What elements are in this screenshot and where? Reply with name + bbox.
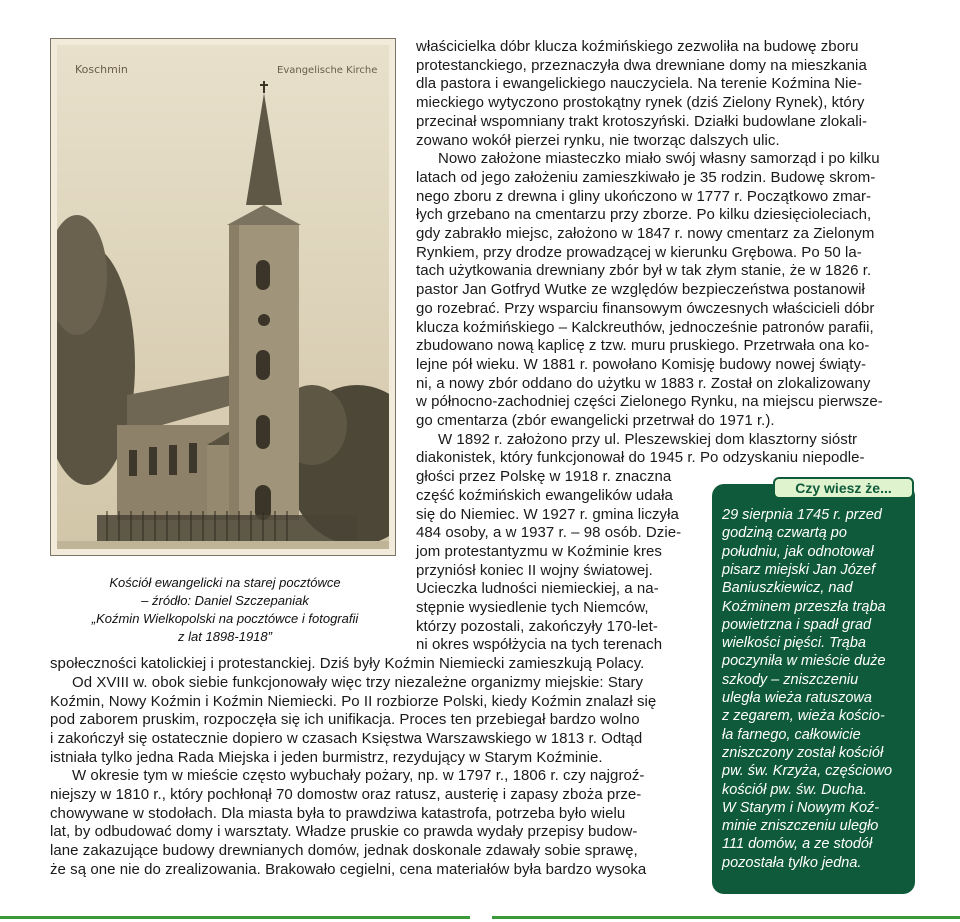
body-text-line: 484 osoby, a w 1937 r. – 98 osób. Dzie- xyxy=(416,524,682,542)
body-text-line: pastor Jan Gotfryd Wutke ze względów bezpieczeństwa postanowił xyxy=(416,281,865,299)
body-text-line: tach użytkowania drewniany zbór był w tak złym stanie, że w 1826 r. xyxy=(416,262,872,280)
body-text-line: głości przez Polskę w 1918 r. znaczna xyxy=(416,468,672,486)
body-text-line: łych grzebano na cmentarzu przy zborze. Po kilku dziesięcioleciach, xyxy=(416,206,872,224)
body-text-line: nego zboru z drewna i gliny ukończono w 1777 r. Początkowo zmar- xyxy=(416,187,872,205)
body-text-line: Rynkiem, przy drodze prowadzącej w kierunku Grębowa. Po 50 la- xyxy=(416,243,862,261)
body-text-line: dla pastora i ewangelickiego nauczyciela. Na terenie Koźmina Nie- xyxy=(416,75,862,93)
body-text-line: lane zakazujące budowy drewnianych domów, jednak doskonale zdawały sobie sprawę, xyxy=(50,842,638,860)
church-illustration xyxy=(57,45,389,549)
did-you-know-title: Czy wiesz że... xyxy=(773,477,914,499)
body-text-line: W 1892 r. założono przy ul. Pleszewskiej dom klasztorny sióstr xyxy=(438,430,858,448)
body-text-line: jom protestantyzmu w Koźminie kres xyxy=(416,542,662,560)
body-text-line: protestanckiego, przeznaczyła dwa drewniane domy na mieszkania xyxy=(416,56,867,74)
body-text-line: że są one nie do zrealizowania. Brakowało cegielni, cena materiałów była bardzo wysoka xyxy=(50,860,647,878)
did-you-know-line: zniszczony został kościół xyxy=(722,744,884,761)
body-text-line: go cmentarza (zbór ewangelicki przetrwał do 1971 r.). xyxy=(416,412,775,429)
body-text-line: istniała tylko jedna Rada Miejska i jeden burmistrz, rezydujący w Starym Koźminie. xyxy=(50,748,603,766)
did-you-know-line: Koźminem przeszła trąba xyxy=(722,598,886,615)
body-text-line: część koźmińskich ewangelików udała xyxy=(416,486,673,504)
postcard-picture xyxy=(57,45,389,549)
body-text-line: Koźmin, Nowy Koźmin i Koźmin Niemiecki. Po II rozbiorze Polski, kiedy Koźmin znalazł się xyxy=(50,692,657,710)
church-postcard-image xyxy=(50,38,396,556)
body-text-line: lat, by odbudować domy i warsztaty. Władze pruskie co prawda wydały przepisy budow- xyxy=(50,823,638,841)
body-text-line: W okresie tym w mieście często wybuchały pożary, np. w 1797 r., 1806 r. czy najgroź- xyxy=(72,767,645,785)
body-text-line: zowano wokół pierzei rynku, nie tworząc dalszych ulic. xyxy=(416,131,780,149)
body-text-line: społeczności katolickiej i protestanckiej. Dziś były Koźmin Niemiecki zamieszkują Polacy. xyxy=(50,655,645,673)
caption-line: „Koźmin Wielkopolski na pocztówce i fotografii xyxy=(91,611,359,626)
body-text-line: Ucieczka ludności niemieckiej, a na- xyxy=(416,580,659,598)
body-text-line: gdy zabrakło miejsc, założono w 1847 r. nowy cmentarz za Zielonym xyxy=(416,225,875,242)
did-you-know-line: pozostała tylko jedna. xyxy=(722,854,862,871)
body-text-line: właścicielka dóbr klucza koźmińskiego zezwoliła na budowę zboru xyxy=(416,38,859,55)
body-text-line: stępnie wysiedlenie tych Niemców, xyxy=(416,599,649,616)
did-you-know-line: Baniuszkiewicz, nad xyxy=(722,580,853,597)
body-text-line: Od XVIII w. obok siebie funkcjonowały więc trzy niezależne organizmy miejskie: Stary xyxy=(72,673,644,691)
body-text-line: przyniósł koniec II wojny światowej. xyxy=(416,561,653,579)
did-you-know-line: ła farnego, całkowicie xyxy=(722,726,861,743)
body-text-line: chowywane w stodołach. Dla miasta była to prawdziwa katastrofa, potrzeba było wielu xyxy=(50,804,626,822)
body-text-line: w północno-zachodniej części Zielonego Rynku, na miejscu pierwsze- xyxy=(416,393,883,411)
body-text-line: i zakończył się ostatecznie dopiero w czasach Księstwa Warszawskiego w 1813 r. Odtąd xyxy=(50,729,643,747)
body-text-line: Nowo założone miasteczko miało swój własny samorząd i po kilku xyxy=(438,150,880,168)
did-you-know-line: pw. św. Krzyża, częściowo xyxy=(722,763,893,780)
postcard-label-town: Koschmin xyxy=(75,63,128,76)
caption-line: z lat 1898-1918” xyxy=(178,629,272,644)
did-you-know-line: szkody – zniszczeniu xyxy=(722,671,859,688)
body-text-line: mieckiego wytyczono prostokątny rynek (dziś Zielony Rynek), który xyxy=(416,94,865,112)
did-you-know-line: 29 sierpnia 1745 r. przed xyxy=(722,507,882,523)
did-you-know-line: z zegarem, wieża kościo- xyxy=(722,708,885,725)
body-text-line: lejne pół wieku. W 1881 r. powołano Komisję budowy nowej świąty- xyxy=(416,355,867,373)
body-text-line: ni okres współżycia na tych terenach xyxy=(416,636,663,654)
body-text-line: ni, a nowy zbór oddano do użytku w 1883 r. Został on zlokalizowany xyxy=(416,374,871,392)
postcard-label-church: Evangelische Kirche xyxy=(277,65,378,76)
did-you-know-line: poczyniła w mieście duże xyxy=(722,653,886,670)
body-text-line: diakonistek, który funkcjonował do 1945 r. Po odzyskaniu niepodle- xyxy=(416,449,865,467)
did-you-know-line: godziną czwartą po xyxy=(722,525,847,542)
did-you-know-line: wielkości pięści. Trąba xyxy=(722,635,866,652)
caption-line: Kościół ewangelicki na starej pocztówce xyxy=(109,575,341,590)
body-text-line: niejszy w 1810 r., który pochłonął 70 domostw oraz ratusz, austerię i zapasy zboża prze- xyxy=(50,786,642,803)
body-text-line: pod zaborem pruskim, rozpoczęła się ich unifikacja. Proces ten przebiegał bardzo wolno xyxy=(50,711,640,729)
did-you-know-line: południu, jak odnotował xyxy=(722,543,874,560)
body-text-line: którzy pozostali, zakończyły 170-let- xyxy=(416,617,658,635)
body-text-line: go rozebrać. Przy wsparciu finansowym ówczesnych właścicieli dóbr xyxy=(416,299,875,317)
did-you-know-line: pisarz miejski Jan Józef xyxy=(722,561,876,578)
did-you-know-line: W Starym i Nowym Koź- xyxy=(722,799,880,816)
body-text-line: się do Niemiec. W 1927 r. gmina liczyła xyxy=(416,505,679,523)
caption-line: – źródło: Daniel Szczepaniak xyxy=(141,593,309,608)
body-text-line: zbudowano nową kaplicę z tzw. muru pruskiego. Przetrwała ona ko- xyxy=(416,337,870,355)
did-you-know-line: minie zniszczeniu uległo xyxy=(722,818,879,835)
did-you-know-line: 111 domów, a ze stodół xyxy=(722,836,873,853)
body-text-line: przecinał wspomniany trakt krotoszyński. Działki budowlane zlokali- xyxy=(416,112,868,130)
did-you-know-line: powietrzna i spadł grad xyxy=(722,616,872,633)
did-you-know-line: uległa wieża ratuszowa xyxy=(722,690,872,706)
page-number-mark xyxy=(470,910,492,922)
body-text-line: klucza koźmińskiego – Kalckreuthów, jednocześnie patronów parafii, xyxy=(416,318,874,336)
body-text-line: latach od jego założeniu zamieszkiwało je 35 rodzin. Budowę skrom- xyxy=(416,168,876,186)
did-you-know-line: kościół pw. św. Ducha. xyxy=(722,781,868,798)
